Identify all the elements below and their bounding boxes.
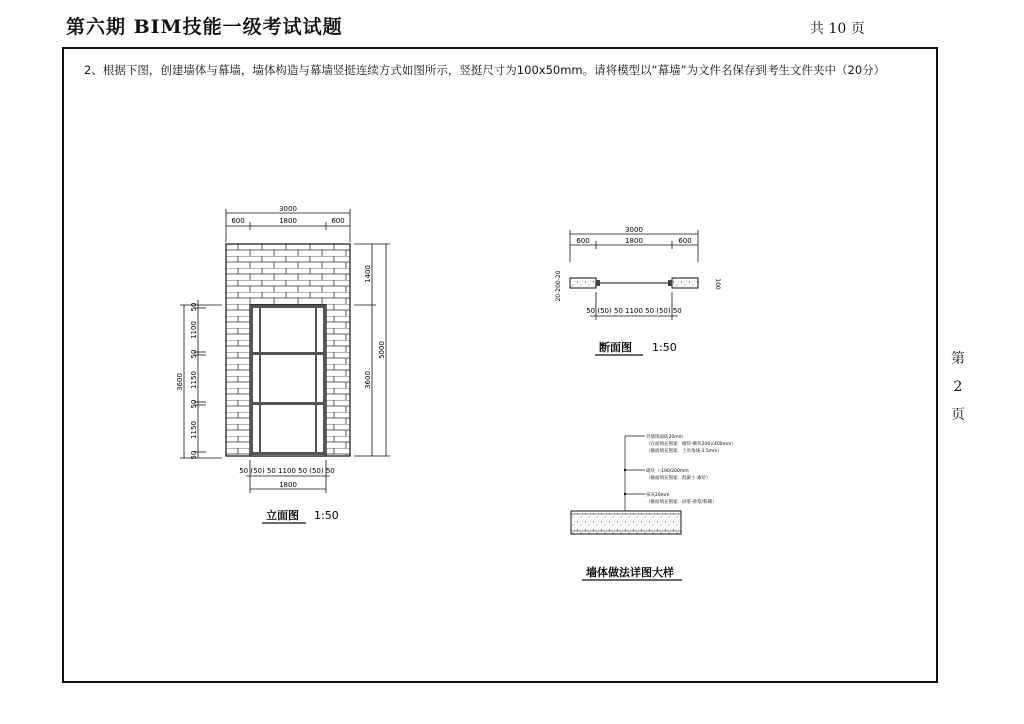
elevation-left-dim-lines <box>180 300 222 458</box>
curtain-transom-top <box>253 305 323 308</box>
detail-note-3b: （截面填充图案：砂浆-砂浆/粉刷） <box>646 500 717 505</box>
section-wall-left <box>570 278 596 288</box>
detail-note-2a: 砌块（-190/200mm <box>646 469 689 474</box>
elevation-drawing <box>176 205 390 523</box>
detail-note-1a: 外墙饰面砖20mm <box>646 435 683 440</box>
sec-top-mid: 1800 <box>625 237 643 245</box>
curtain-mullion-inner-left <box>259 307 261 454</box>
sec-top-total: 3000 <box>625 226 643 234</box>
detail-note-1c: （截面填充图案：上对角线-1.5mm） <box>646 449 723 454</box>
elev-top-total: 3000 <box>279 205 297 213</box>
elev-left-50a: 50 <box>190 349 198 359</box>
section-caption: 断面图 <box>599 341 632 354</box>
elev-top-left: 600 <box>231 217 245 225</box>
elevation-top-dim-lines <box>226 209 350 242</box>
elev-left-50b: 50 <box>190 399 198 409</box>
sec-bottom-row: 50 (50) 50 1100 50 (50) 50 <box>586 307 682 315</box>
elev-top-mid: 1800 <box>279 217 297 225</box>
elev-right-5000: 5000 <box>378 341 386 359</box>
sec-right-dim: 100 <box>714 278 721 290</box>
question-text: 2、根据下图，创建墙体与幕墙，墙体构造与幕墙竖挺连续方式如图所示，竖挺尺寸为100x50mm。请将模型以“幕墙”为文件名保存到考生文件夹中（20分） <box>84 63 886 77</box>
side-page-line-1: 第 <box>951 351 965 367</box>
elev-right-1400: 1400 <box>364 265 372 283</box>
elev-left-1150b: 1150 <box>190 421 198 439</box>
curtain-transom-bottom <box>253 452 323 455</box>
elev-bottom-total: 1800 <box>279 481 297 489</box>
sec-top-right: 600 <box>678 237 692 245</box>
sec-left-dims: 20-200-20 <box>555 270 562 302</box>
curtain-mullion-right <box>323 305 326 456</box>
section-drawing <box>555 226 721 355</box>
elev-bottom-row: 50 (50) 50 1100 50 (50) 50 <box>239 467 335 475</box>
section-scale: 1:50 <box>652 341 677 354</box>
sec-top-left: 600 <box>576 237 590 245</box>
section-bottom-dim-lines <box>590 292 678 320</box>
curtain-mullion-left <box>250 305 253 456</box>
wall-detail-caption: 墙体做法详图大样 <box>586 566 674 579</box>
section-wall-right <box>672 278 698 288</box>
curtain-transom-2 <box>253 402 323 405</box>
elev-top-right: 600 <box>331 217 345 225</box>
exam-title: 第六期 BIM技能一级考试试题 <box>66 16 343 38</box>
detail-note-1b: （在面填充图案：砌块-砌块200×400mm） <box>646 442 736 447</box>
elevation-scale: 1:50 <box>314 509 339 522</box>
elev-left-50c: 50 <box>190 450 198 460</box>
elev-left-total: 3600 <box>176 373 184 391</box>
detail-note-3a: 抹灰20mm <box>646 493 670 498</box>
elev-left-1150a: 1150 <box>190 371 198 389</box>
detail-note-2b: （截面填充图案：混凝土-素砼） <box>646 476 711 481</box>
section-mullion-left <box>596 280 600 286</box>
side-page-line-2: 2 <box>953 379 963 395</box>
section-mullion-right <box>668 280 672 286</box>
elev-right-3600: 3600 <box>364 371 372 389</box>
elev-left-50-top: 50 <box>190 302 198 312</box>
curtain-wall-opening <box>250 305 326 456</box>
wall-detail-section <box>571 511 681 534</box>
section-top-dim-lines <box>570 230 698 262</box>
elev-left-1100: 1100 <box>190 321 198 339</box>
page-count: 共 10 页 <box>810 21 865 37</box>
wall-detail-drawing <box>571 433 736 580</box>
elevation-caption: 立面图 <box>266 509 299 522</box>
curtain-mullion-inner-right <box>315 307 317 454</box>
curtain-transom-1 <box>253 352 323 355</box>
side-page-line-3: 页 <box>951 407 965 423</box>
